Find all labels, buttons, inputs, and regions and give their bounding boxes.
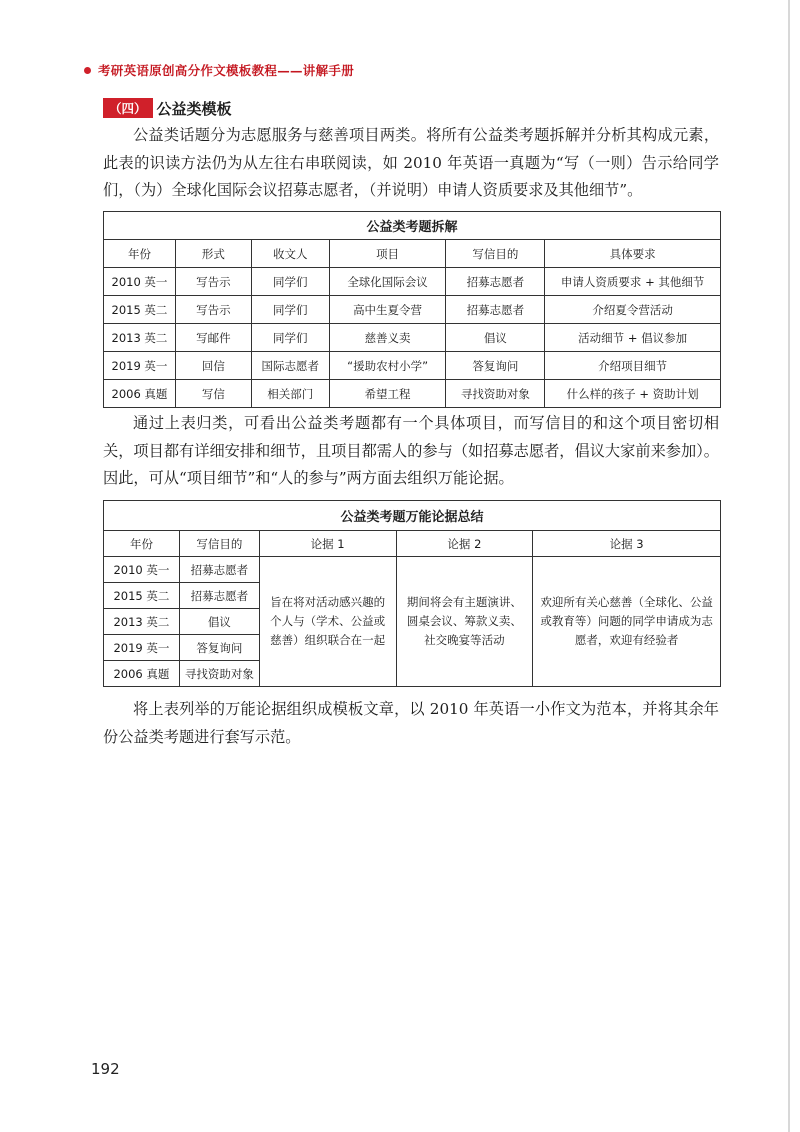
table-cell: 国际志愿者	[251, 352, 329, 380]
table-caption: 公益类考题万能论据总结	[104, 501, 721, 531]
table-header-row	[104, 531, 721, 557]
table-cell: 寻找资助对象	[446, 380, 545, 408]
closing-paragraph: 将上表列举的万能论据组织成模板文章，以 2010 年英语一小作文为范本，并将其余年份公益类考题进行套写示范。	[103, 700, 719, 746]
argument-3-cell: 欢迎所有关心慈善（全球化、公益或教育等）问题的同学申请成为志愿者，欢迎有经验者	[533, 557, 721, 687]
arguments-summary-table	[103, 500, 721, 687]
table-cell: 2015 英二	[104, 583, 180, 609]
table-cell: 介绍项目细节	[545, 352, 721, 380]
table-cell: 招募志愿者	[179, 557, 259, 583]
table-cell: 什么样的孩子 + 资助计划	[545, 380, 721, 408]
column-header: 写信目的	[446, 240, 545, 268]
column-header: 论据 1	[259, 531, 396, 557]
table-cell: 答复询问	[179, 635, 259, 661]
argument-1-cell: 旨在将对活动感兴趣的个人与（学术、公益或慈善）组织联合在一起	[259, 557, 396, 687]
column-header: 项目	[329, 240, 446, 268]
table-cell: 2010 英一	[104, 268, 176, 296]
table-cell: 2006 真题	[104, 661, 180, 687]
table-cell: 相关部门	[251, 380, 329, 408]
table-row	[104, 352, 721, 380]
table-cell: 全球化国际会议	[329, 268, 446, 296]
table-cell: 活动细节 + 倡议参加	[545, 324, 721, 352]
exam-breakdown-table	[103, 211, 721, 408]
argument-2-cell: 期间将会有主题演讲、圆桌会议、筹款义卖、社交晚宴等活动	[396, 557, 533, 687]
table-cell: 申请人资质要求 + 其他细节	[545, 268, 721, 296]
table-cell: 高中生夏令营	[329, 296, 446, 324]
table-row	[104, 324, 721, 352]
table-cell: 慈善义卖	[329, 324, 446, 352]
table-cell: 2015 英二	[104, 296, 176, 324]
table-cell: 写告示	[175, 296, 251, 324]
table-cell: 2006 真题	[104, 380, 176, 408]
table-caption: 公益类考题拆解	[104, 212, 721, 240]
table-cell: 2013 英二	[104, 324, 176, 352]
table-row	[104, 557, 721, 583]
table-cell: 2010 英一	[104, 557, 180, 583]
intro-paragraph: 公益类话题分为志愿服务与慈善项目两类。将所有公益类考题拆解并分析其构成元素，此表的识读方法仍为从左往右串联阅读，如 2010 年英语一真题为“写（一则）告示给同学们，（为）全球化国际会议招募志愿者，（并说明）申请人资质要求及其他细节”。	[103, 126, 719, 199]
table-cell: 同学们	[251, 324, 329, 352]
table-row	[104, 380, 721, 408]
table-row	[104, 268, 721, 296]
table-cell: 答复询问	[446, 352, 545, 380]
bullet-dot-icon	[84, 67, 91, 74]
table-header-row	[104, 240, 721, 268]
column-header: 写信目的	[179, 531, 259, 557]
table-cell: 同学们	[251, 296, 329, 324]
table-cell: 倡议	[179, 609, 259, 635]
table-cell: 倡议	[446, 324, 545, 352]
table-cell: 同学们	[251, 268, 329, 296]
page-number: 192	[91, 1060, 120, 1078]
column-header: 年份	[104, 240, 176, 268]
table-cell: 希望工程	[329, 380, 446, 408]
table-cell: 2019 英一	[104, 635, 180, 661]
table-cell: 回信	[175, 352, 251, 380]
column-header: 形式	[175, 240, 251, 268]
running-head	[84, 60, 354, 80]
section-title: 公益类模板	[156, 99, 232, 118]
table-cell: “援助农村小学”	[329, 352, 446, 380]
running-head-title: 考研英语原创高分作文模板教程——讲解手册	[98, 63, 355, 78]
column-header: 收文人	[251, 240, 329, 268]
table-row	[104, 296, 721, 324]
column-header: 论据 2	[396, 531, 533, 557]
column-header: 具体要求	[545, 240, 721, 268]
table-cell: 介绍夏令营活动	[545, 296, 721, 324]
table-cell: 写信	[175, 380, 251, 408]
table-cell: 2019 英一	[104, 352, 176, 380]
table-cell: 寻找资助对象	[179, 661, 259, 687]
column-header: 论据 3	[533, 531, 721, 557]
page-edge	[788, 0, 790, 1132]
table-cell: 写告示	[175, 268, 251, 296]
table-cell: 招募志愿者	[446, 296, 545, 324]
section-heading	[103, 98, 232, 118]
table-cell: 写邮件	[175, 324, 251, 352]
section-number: （四）	[103, 98, 153, 118]
table-cell: 招募志愿者	[179, 583, 259, 609]
column-header: 年份	[104, 531, 180, 557]
table-cell: 招募志愿者	[446, 268, 545, 296]
analysis-paragraph: 通过上表归类，可看出公益类考题都有一个具体项目，而写信目的和这个项目密切相关，项目都有详细安排和细节，且项目都需人的参与（如招募志愿者，倡议大家前来参加）。因此，可从“项目细节”和“人的参与”两方面去组织万能论据。	[103, 414, 719, 487]
table-cell: 2013 英二	[104, 609, 180, 635]
